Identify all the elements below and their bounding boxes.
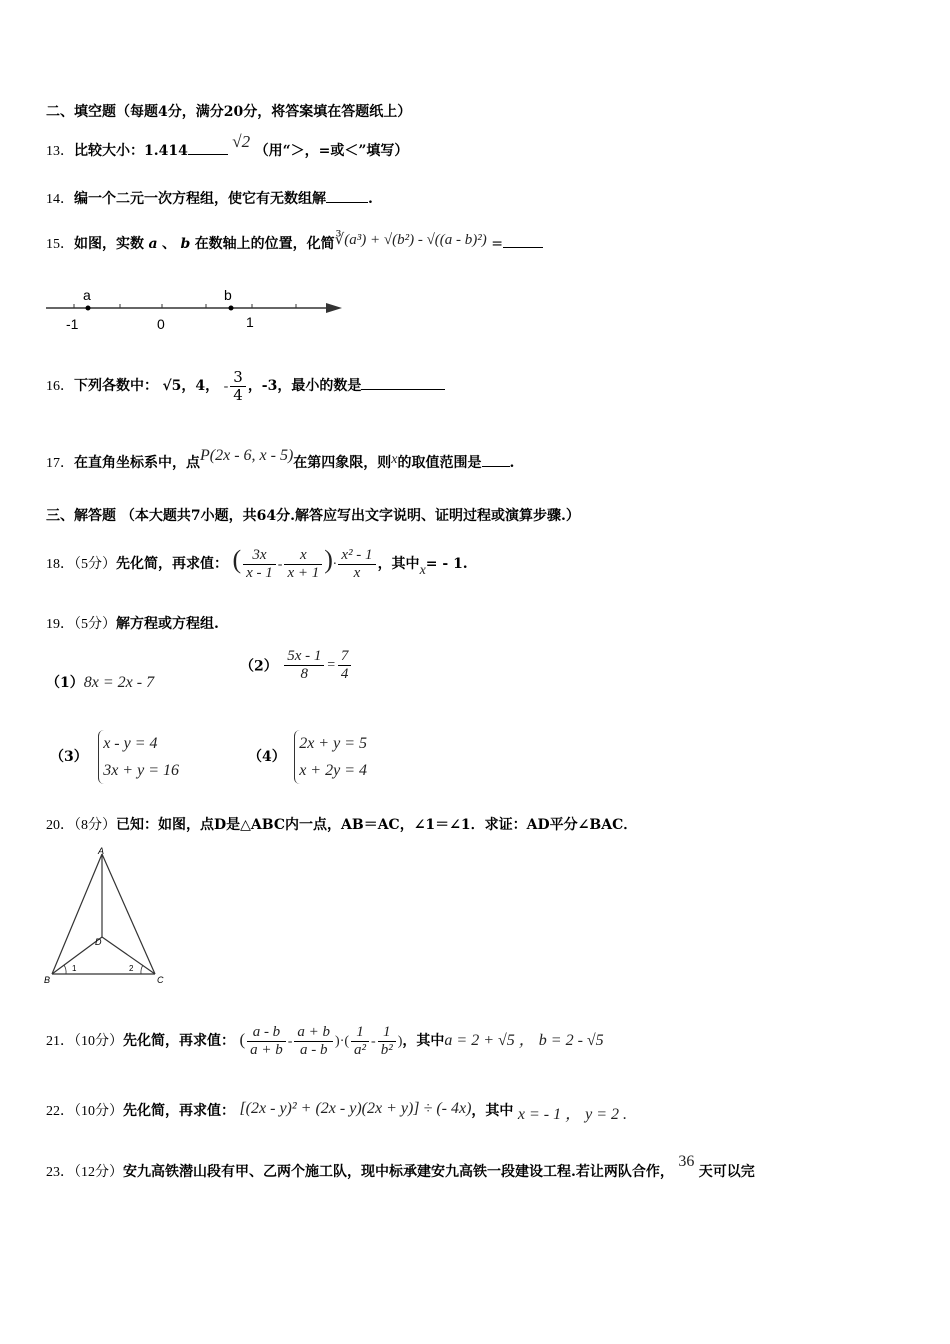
answer-blank [503,233,543,248]
question-18: 18．（5分）先化简，再求值： ( $\frac{3x}{x - 1}$ - $\frac{x}{x + 1}$ )· $\frac{\text{x² - 1}}{x}$ ，其中x= - 1. [46,545,468,581]
question-16: 16．下列各数中： √5，4， - $\frac{3}{4}$ ，-3，最小的数是 [46,366,445,407]
angle-label-2: 2 [129,964,134,973]
number-line-figure [40,284,350,336]
label-b: b [224,287,232,303]
question-14: 14．编一个二元一次方程组，使它有无数组解 . [46,188,373,209]
question-21: 21．（10分）先化简，再求值： ( $\frac{a - b}{a + b}$ - $\frac{a + b}{a - b}$ )·( $\frac{1}{\text{a²}}$ - $\frac{1}{\text{b²}}$ )，其中a = 2 + √5 ， b = 2 - √5 [46,1023,604,1058]
question-19: 19．（5分）解方程或方程组. [46,616,219,632]
tick-label-1: 1 [246,314,254,330]
question-22: 22．（10分）先化简，再求值： [(2x - y)² + (2x - y)(2x + y)] ÷ (- 4x)，其中 x = - 1 ， y = 2 . [46,1100,627,1123]
q19-part3: （3） x - y = 4 3x + y = 16 [50,730,179,784]
section3-title: 三、解答题 （本大题共7小题，共64分.解答应写出文字说明、证明过程或演算步骤.） [46,508,580,524]
question-17: 17．在直角坐标系中，点P(2x - 6, x - 5)在第四象限，则x的取值范围是 . [46,447,515,471]
question-23: 23．（12分）安九高铁潜山段有甲、乙两个施工队，现中标承建安九高铁一段建设工程.若让两队合作， 36 天可以完 [46,1153,755,1180]
q19-part2: （2） $\frac{5x - 1}{8}$ = $\frac{7}{4}$ [240,648,353,683]
q19-part1: （1）8x = 2x - 7 [46,674,155,691]
label-a: a [83,287,91,303]
answer-blank [482,452,510,467]
tick-label-neg1: -1 [66,316,79,332]
answer-blank [326,188,368,203]
question-15: 15．如图，实数 a 、 b 在数轴上的位置，化简∛(a³) + √(b²) - √((a - b)²) = [46,233,543,254]
vertex-label-B: B [44,975,51,985]
vertex-label-C: C [157,975,164,985]
equation-system: x - y = 4 3x + y = 16 [98,730,179,784]
answer-blank [361,375,445,390]
equation-system: 2x + y = 5 x + 2y = 4 [294,730,367,784]
arrow-icon [326,303,342,313]
vertex-label-A: A [98,846,105,856]
q19-part4: （4） 2x + y = 5 x + 2y = 4 [248,730,367,784]
point-b [229,306,234,311]
tick-label-0: 0 [157,316,165,332]
fraction-3-4: $\frac{3}{4}$ [230,369,246,404]
point-a [86,306,91,311]
triangle-figure [40,844,170,988]
question-13: 13．比较大小：1.414 √2 （用“＞，=或＜”填写） [46,132,409,159]
question-20: 20．（8分）已知：如图，点D是△ABC内一点，AB＝AC，∠1＝∠1．求证：AD平分∠BAC． [46,817,638,833]
vertex-label-D: D [95,937,102,947]
angle-label-1: 1 [72,964,77,973]
answer-blank [188,140,228,155]
section2-title: 二、填空题（每题4分，满分20分，将答案填在答题纸上） [46,104,412,120]
